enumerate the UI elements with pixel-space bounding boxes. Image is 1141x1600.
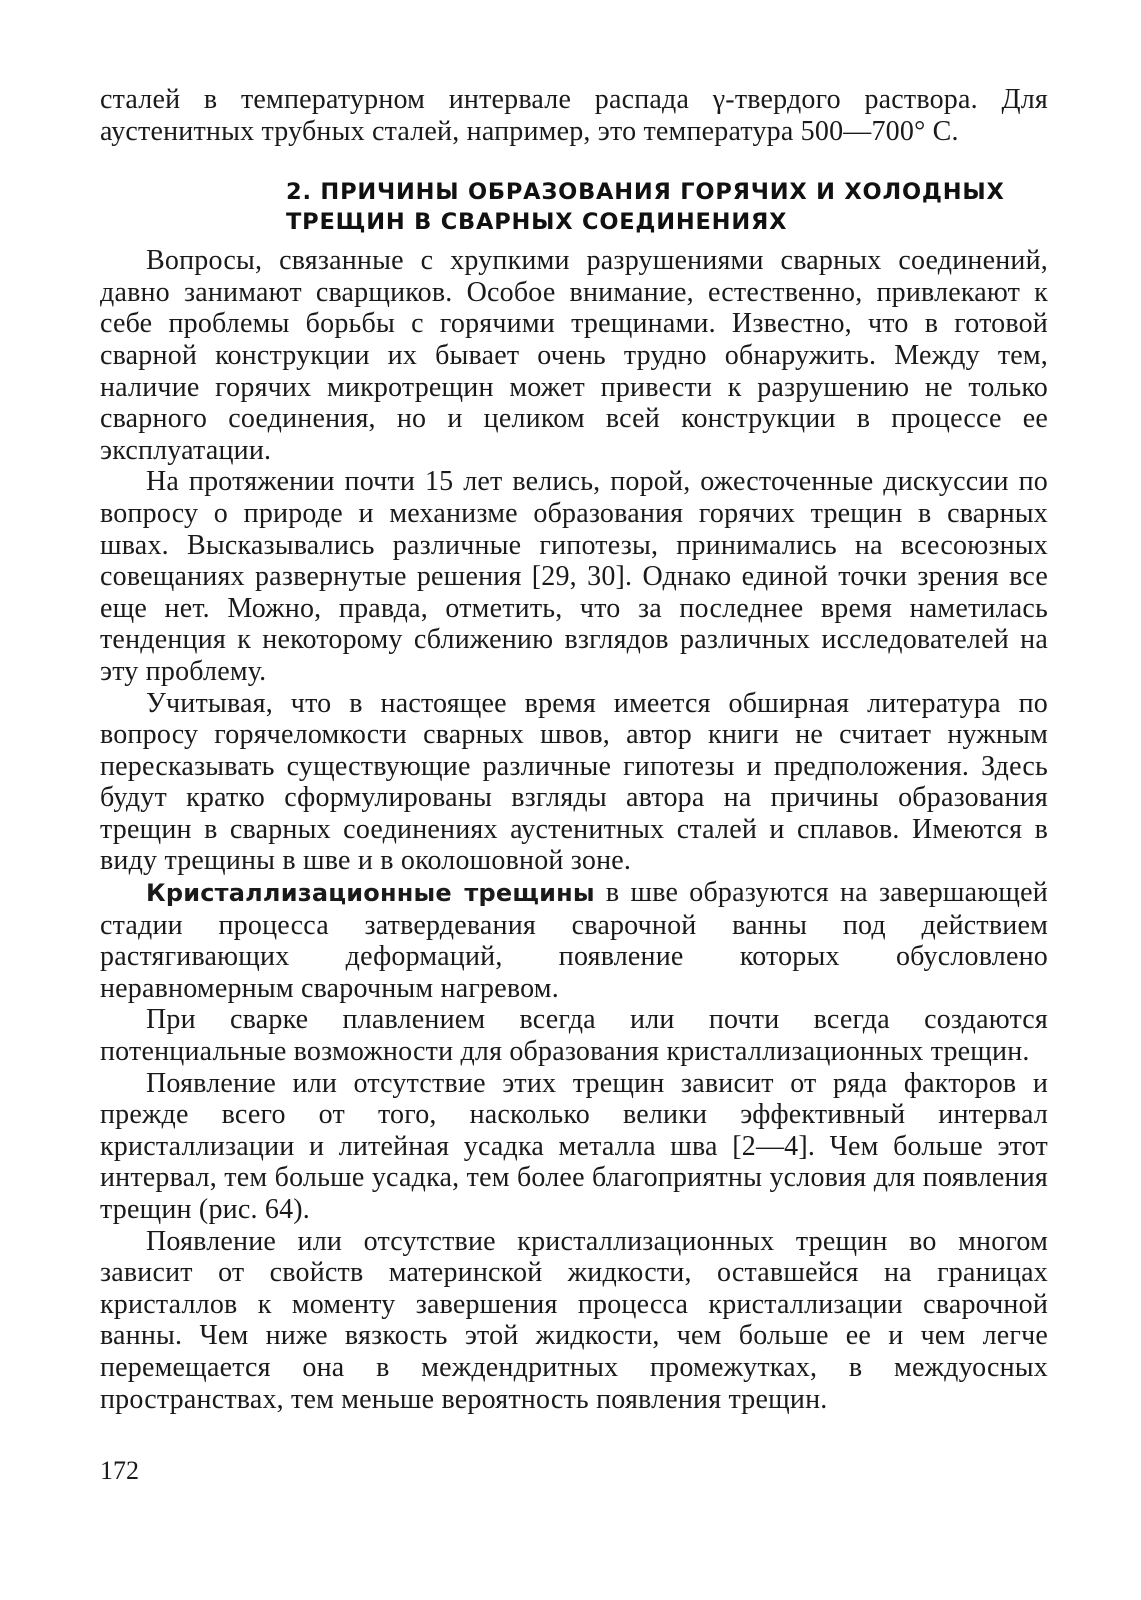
paragraph-1: Вопросы, связанные с хрупкими разрушениями сварных соединений, давно занимают сварщиков. Особое внимание, естественно, привлекают к себе проблемы борьбы с горячими трещинами. Известно, что в готовой сварной конструкции их бывает очень трудно обнаружить. Между тем, наличие горячих микротрещин может привести к разрушению не только сварного соединения, но и целиком всей конструкции в процессе ее эксплуатации. — [100, 245, 1048, 466]
crystallization-term: Кристаллизационные трещины — [146, 879, 595, 908]
section-heading: 2. ПРИЧИНЫ ОБРАЗОВАНИЯ ГОРЯЧИХ И ХОЛОДНЫХ ТРЕЩИН В СВАРНЫХ СОЕДИНЕНИЯХ — [286, 179, 1005, 236]
page-body — [100, 84, 1048, 1415]
paragraph-7: Появление или отсутствие кристаллизационных трещин во многом зависит от свойств материнской жидкости, оставшейся на границах кристаллов к моменту завершения процесса кристаллизации сварочной ванны. Чем ниже вязкость этой жидкости, чем больше ее и чем легче перемещается она в междендритных промежутках, в междуосных пространствах, тем меньше вероятность появления трещин. — [100, 1225, 1048, 1415]
paragraph-6: Появление или отсутствие этих трещин зависит от ряда факторов и прежде всего от того, насколько велики эффективный интервал кристаллизации и литейная усадка металла шва [2—4]. Чем больше этот интервал, тем больше усадка, тем более благоприятны условия для появления трещин (рис. 64). — [100, 1067, 1048, 1225]
paragraph-3: Учитывая, что в настоящее время имеется обширная литература по вопросу горячеломкости сварных швов, автор книги не считает нужным пересказывать существующие различные гипотезы и предположения. Здесь будут кратко сформулированы взгляды автора на причины образования трещин в сварных соединениях аустенитных сталей и сплавов. Имеются в виду трещины в шве и в околошовной зоне. — [100, 687, 1048, 877]
paragraph-5: При сварке плавлением всегда или почти всегда создаются потенциальные возможности для образования кристаллизационных трещин. — [100, 1004, 1048, 1068]
page-number: 172 — [100, 1456, 139, 1485]
paragraph-crystallization — [100, 877, 1048, 1004]
paragraph-2: На протяжении почти 15 лет велись, порой, ожесточенные дискуссии по вопросу о природе и механизме образования горячих трещин в сварных швах. Высказывались различные гипотезы, принимались на всесоюзных совещаниях развернутые решения [29, 30]. Однако единой точки зрения все еще нет. Можно, правда, отметить, что за последнее время наметилась тенденция к некоторому сближению взглядов различных исследователей на эту проблему. — [100, 466, 1048, 687]
intro-paragraph: сталей в температурном интервале распада γ-твердого раствора. Для аустенитных трубных сталей, например, это температура 500—700° С. — [100, 84, 1048, 147]
crystallization-text: в шве образуются на завершающей стадии процесса затвердевания сварочной ванны под действием растягивающих деформаций, появление которых обусловлено неравномерным сварочным нагревом. — [100, 877, 1048, 1004]
